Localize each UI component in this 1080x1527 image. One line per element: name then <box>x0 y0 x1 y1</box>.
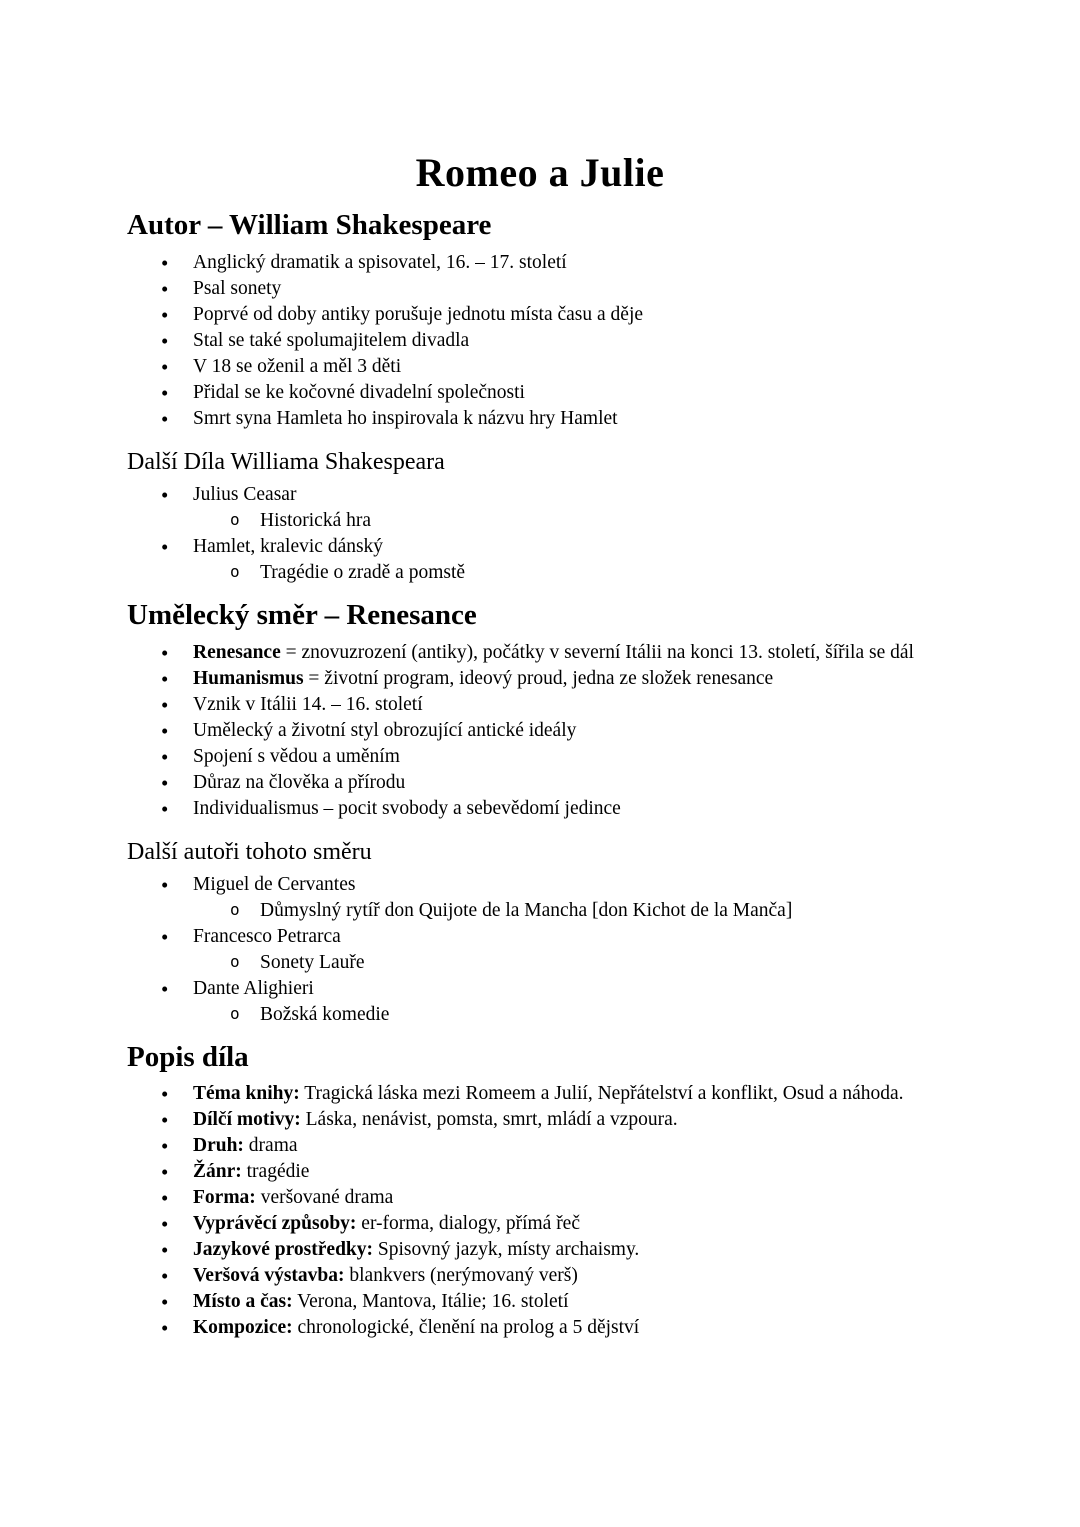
list-item <box>127 796 1025 822</box>
list-item <box>127 1289 1025 1315</box>
list-item <box>127 1237 1025 1263</box>
document-content <box>127 208 1025 1341</box>
description-bullet-list <box>127 1081 1025 1341</box>
list-item-lead: Humanismus <box>193 667 304 689</box>
list-item <box>127 1263 1025 1289</box>
list-item-lead: Téma knihy: <box>193 1083 300 1105</box>
section-other-works <box>127 447 1025 586</box>
list-item-lead: Vyprávěcí způsoby: <box>193 1213 357 1235</box>
list-item-text: Přidal se ke kočovné divadelní společnosti <box>193 381 525 403</box>
list-item-text: Láska, nenávist, pomsta, smrt, mládí a vzpoura. <box>300 1109 678 1131</box>
list-item-text: Smrt syna Hamleta ho inspirovala k názvu hry Hamlet <box>193 407 618 429</box>
list-item <box>127 1211 1025 1237</box>
list-item-text: Vznik v Itálii 14. – 16. století <box>193 693 423 715</box>
list-item-lead: Dílčí motivy: <box>193 1109 301 1131</box>
list-item-text: er-forma, dialogy, přímá řeč <box>356 1213 580 1235</box>
list-item <box>127 302 1025 328</box>
list-item-lead: Kompozice: <box>193 1317 293 1339</box>
authors-bullet-list <box>127 872 1025 1028</box>
list-item <box>127 482 1025 508</box>
list-item <box>127 872 1025 898</box>
list-item-text: Spojení s vědou a uměním <box>193 745 400 767</box>
list-item-text: Umělecký a životní styl obrozující antické ideály <box>193 719 577 741</box>
list-item <box>127 1107 1025 1133</box>
list-item-text: Spisovný jazyk, místy archaismy. <box>373 1239 640 1261</box>
movement-bullet-list <box>127 640 1025 822</box>
list-item-text: Individualismus – pocit svobody a sebevědomí jedince <box>193 797 621 819</box>
works-bullet-list <box>127 482 1025 586</box>
list-subitem-text: Důmyslný rytíř don Quijote de la Mancha [don Kichot de la Manča] <box>260 899 793 921</box>
section-movement-heading: Umělecký směr – Renesance <box>127 598 477 631</box>
list-item <box>127 276 1025 302</box>
section-other-authors-heading: Další autoři tohoto směru <box>127 838 372 865</box>
list-subitem <box>127 1002 1025 1028</box>
section-other-authors <box>127 837 1025 1028</box>
list-item-lead: Veršová výstavba: <box>193 1265 345 1287</box>
list-item-text: Důraz na člověka a přírodu <box>193 771 406 793</box>
author-bullet-list <box>127 250 1025 432</box>
list-item-text: veršované drama <box>255 1187 394 1209</box>
list-item <box>127 1315 1025 1341</box>
list-subitem-text: Sonety Lauře <box>260 951 365 973</box>
list-subitem <box>127 508 1025 534</box>
list-subitem-text: Tragédie o zradě a pomstě <box>260 561 466 583</box>
list-item-text: Miguel de Cervantes <box>193 873 356 895</box>
list-item <box>127 1159 1025 1185</box>
list-item-text: = životní program, ideový proud, jedna ze složek renesance <box>303 667 774 689</box>
list-item-text: Tragická láska mezi Romeem a Julií, Nepřátelství a konflikt, Osud a náhoda. <box>299 1083 904 1105</box>
list-item-text: Psal sonety <box>193 277 282 299</box>
list-item <box>127 534 1025 560</box>
list-item-text: Anglický dramatik a spisovatel, 16. – 17. století <box>193 251 567 273</box>
list-item <box>127 1081 1025 1107</box>
list-item-text: Dante Alighieri <box>193 977 314 999</box>
section-author <box>127 208 1025 432</box>
list-subitem <box>127 560 1025 586</box>
list-item-lead: Forma: <box>193 1187 256 1209</box>
list-item <box>127 1185 1025 1211</box>
list-item-text: Stal se také spolumajitelem divadla <box>193 329 470 351</box>
list-item-text: tragédie <box>241 1161 310 1183</box>
list-item <box>127 744 1025 770</box>
list-subitem <box>127 898 1025 924</box>
list-item-text: V 18 se oženil a měl 3 děti <box>193 355 402 377</box>
list-item <box>127 924 1025 950</box>
section-description-heading: Popis díla <box>127 1040 249 1073</box>
list-item <box>127 666 1025 692</box>
list-item <box>127 640 1025 666</box>
list-item <box>127 976 1025 1002</box>
list-item-lead: Renesance <box>193 641 281 663</box>
section-author-heading: Autor – William Shakespeare <box>127 209 492 241</box>
list-subitem <box>127 950 1025 976</box>
list-item <box>127 770 1025 796</box>
list-item-lead: Jazykové prostředky: <box>193 1239 374 1261</box>
list-item-text: = znovuzrození (antiky), počátky v severní Itálii na konci 13. století, šířila se dál <box>280 641 914 663</box>
list-item-lead: Žánr: <box>193 1161 242 1183</box>
list-item-lead: Druh: <box>193 1135 244 1157</box>
list-item <box>127 692 1025 718</box>
list-item <box>127 406 1025 432</box>
list-item-text: Francesco Petrarca <box>193 925 341 947</box>
list-item-text: Julius Ceasar <box>193 483 297 505</box>
list-subitem-text: Historická hra <box>260 509 372 531</box>
list-item <box>127 1133 1025 1159</box>
list-item <box>127 718 1025 744</box>
list-item-text: chronologické, členění na prolog a 5 dějství <box>292 1317 640 1339</box>
list-item-text: Hamlet, kralevic dánský <box>193 535 384 557</box>
list-item-text: Verona, Mantova, Itálie; 16. století <box>292 1291 569 1313</box>
list-item <box>127 250 1025 276</box>
list-item-text: Poprvé od doby antiky porušuje jednotu místa času a děje <box>193 303 644 325</box>
section-movement <box>127 598 1025 822</box>
section-other-works-heading: Další Díla Williama Shakespeara <box>127 448 445 475</box>
list-subitem-text: Božská komedie <box>260 1003 390 1025</box>
list-item <box>127 354 1025 380</box>
list-item-lead: Místo a čas: <box>193 1291 293 1313</box>
list-item <box>127 380 1025 406</box>
list-item <box>127 328 1025 354</box>
section-description <box>127 1040 1025 1342</box>
list-item-text: drama <box>243 1135 298 1157</box>
list-item-text: blankvers (nerýmovaný verš) <box>344 1265 578 1287</box>
document-title: Romeo a Julie <box>415 150 665 195</box>
